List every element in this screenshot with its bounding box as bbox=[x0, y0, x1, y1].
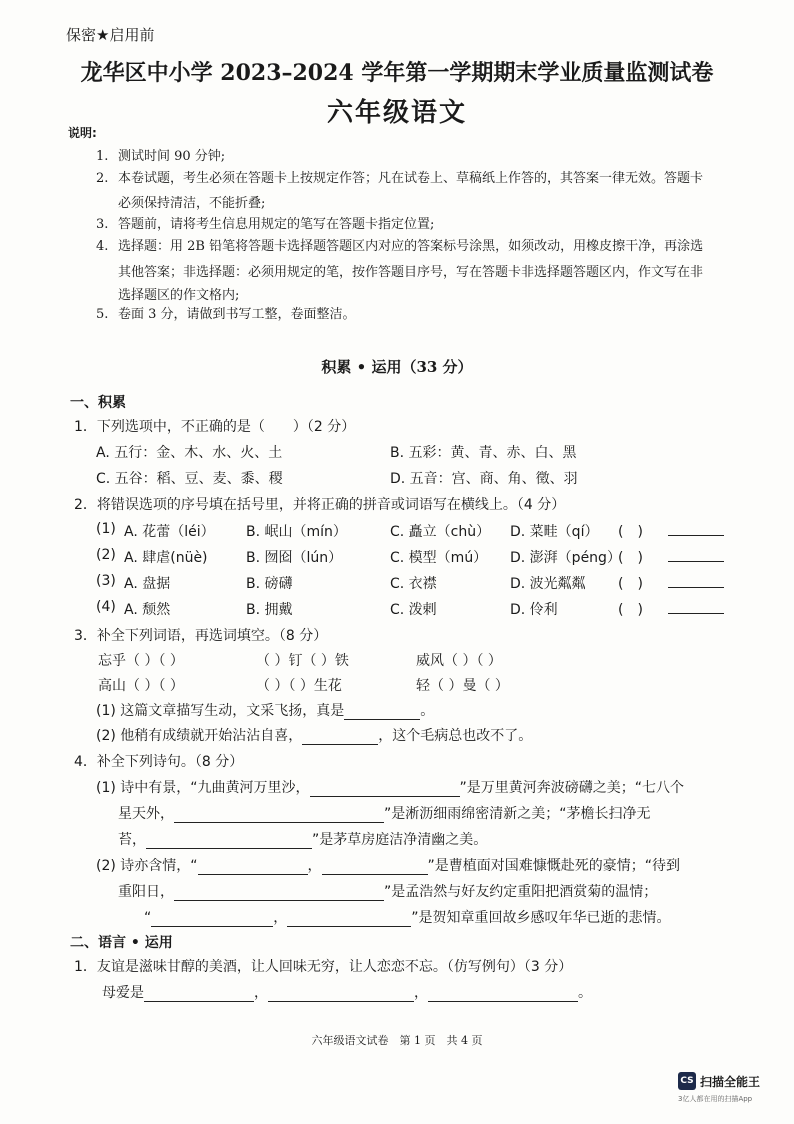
q4-stem: 4．补全下列诗句。（8 分） bbox=[74, 754, 244, 770]
note-4: 4. 选择题：用 2B 铅笔将答题卡选择题答题区内对应的答案标号涂黑，如须改动，用橡皮擦干净，再涂选 bbox=[96, 239, 704, 254]
part1-title: 一、积累 bbox=[70, 395, 126, 411]
q3-fill-2: (2) 他稍有成绩就开始沾沾自喜， ，这个毛病总也改不了。 bbox=[96, 728, 533, 744]
exam-title: 龙华区中小学 2023–2024 学年第一学期期末学业质量监测试卷 bbox=[80, 60, 714, 86]
camscanner-name: 扫描全能王 bbox=[700, 1075, 761, 1089]
q1-option-a: A. 五行：金、木、水、火、土 bbox=[96, 445, 283, 461]
q2-row-4-answer-paren[interactable]: ( ) bbox=[618, 602, 643, 618]
q2-row-3-answer-line[interactable] bbox=[668, 573, 724, 588]
q1-option-b: B. 五彩：黄、青、赤、白、黑 bbox=[390, 445, 577, 461]
q2-row-1-d: D. 菜畦（qí） bbox=[510, 524, 599, 540]
q2-row-2-c: C. 模型（mú） bbox=[390, 550, 488, 566]
confidential-label: 保密★启用前 bbox=[66, 26, 155, 44]
part2-title: 二、语言 • 运用 bbox=[70, 935, 173, 951]
q4-p2-blank-2[interactable] bbox=[322, 860, 428, 875]
q3-stem: 3．补全下列词语，再选词填空。（8 分） bbox=[74, 628, 328, 644]
q2-row-4-b: B. 拥戴 bbox=[246, 602, 293, 618]
note-2-cont: 必须保持清洁，不能折叠; bbox=[118, 196, 266, 211]
note-3: 3. 答题前，请将考生信息用规定的笔写在答题卡指定位置; bbox=[96, 217, 435, 232]
q2-row-3-d: D. 波光粼粼 bbox=[510, 576, 586, 592]
q4-p2-blank-5[interactable] bbox=[287, 912, 411, 927]
q2-row-3-b: B. 磅礴 bbox=[246, 576, 293, 592]
section-title: 积累 • 运用（33 分） bbox=[321, 358, 473, 376]
q3-fill-2-blank[interactable] bbox=[302, 730, 378, 745]
q2-row-4-a: A. 颓然 bbox=[124, 602, 171, 618]
q2-row-4-num: (4) bbox=[96, 599, 116, 615]
q2-row-2-a: A. 肆虐(nüè) bbox=[124, 550, 208, 566]
q4-p1-blank-2[interactable] bbox=[174, 808, 384, 823]
q2-row-4-c: C. 泼剌 bbox=[390, 602, 437, 618]
notes-label: 说明: bbox=[68, 126, 97, 140]
q3-word-5: （ ）（ ）生花 bbox=[256, 678, 342, 694]
q2-row-1-answer-line[interactable] bbox=[668, 521, 724, 536]
q2-stem: 2．将错误选项的序号填在括号里，并将正确的拼音或词语写在横线上。（4 分） bbox=[74, 497, 566, 513]
q2-row-2-d: D. 澎湃（péng） bbox=[510, 550, 621, 566]
note-1: 1. 测试时间 90 分钟; bbox=[96, 149, 226, 164]
q4-part1-line2: 星天外， ”是淅沥细雨绵密清新之美；“茅檐长扫净无 bbox=[118, 806, 651, 822]
q2-row-4-d: D. 伶利 bbox=[510, 602, 558, 618]
q2-row-2-answer-paren[interactable]: ( ) bbox=[618, 550, 643, 566]
page-footer: 六年级语文试卷 第 1 页 共 4 页 bbox=[311, 1034, 483, 1047]
q1-option-d: D. 五音：宫、商、角、徵、羽 bbox=[390, 471, 578, 487]
q4-p1-blank-1[interactable] bbox=[310, 782, 460, 797]
q2-row-1-a: A. 花蕾（léi） bbox=[124, 524, 215, 540]
q4-part2-line3: “ ， ”是贺知章重回故乡感叹年华已逝的悲情。 bbox=[144, 910, 671, 926]
q5-stem: 1．友谊是滋味甘醇的美酒，让人回味无穷，让人恋恋不忘。（仿写例句）（3 分） bbox=[74, 959, 573, 975]
q2-row-3-c: C. 衣襟 bbox=[390, 576, 437, 592]
q4-p2-blank-3[interactable] bbox=[174, 886, 384, 901]
q2-row-1-c: C. 矗立（chù） bbox=[390, 524, 491, 540]
q2-row-4-answer-line[interactable] bbox=[668, 599, 724, 614]
note-4-cont-1: 其他答案；非选择题：必须用规定的笔，按作答题目序号，写在答题卡非选择题答题区内，作文写在非 bbox=[118, 265, 704, 280]
q2-row-2-answer-line[interactable] bbox=[668, 547, 724, 562]
q2-row-3-answer-paren[interactable]: ( ) bbox=[618, 576, 643, 592]
note-4-cont-2: 选择题区的作文格内; bbox=[118, 288, 240, 303]
q5-answer-line: 母爱是 ， ， 。 bbox=[102, 985, 592, 1001]
q2-row-2-num: (2) bbox=[96, 547, 116, 563]
q3-fill-1: (1) 这篇文章描写生动，文采飞扬，真是 。 bbox=[96, 703, 435, 719]
q2-row-1-num: (1) bbox=[96, 521, 116, 537]
q1-stem: 1．下列选项中，不正确的是（ ）（2 分） bbox=[74, 419, 356, 435]
subject-title: 六年级语文 bbox=[326, 98, 467, 128]
camscanner-logo-icon: CS bbox=[678, 1072, 696, 1090]
q2-row-3-num: (3) bbox=[96, 573, 116, 589]
q4-p1-blank-3[interactable] bbox=[146, 834, 312, 849]
q5-blank-2[interactable] bbox=[268, 987, 414, 1002]
q4-p2-blank-1[interactable] bbox=[198, 860, 308, 875]
q3-word-1: 忘乎（ ）（ ） bbox=[98, 653, 184, 669]
q4-part2-line1: (2) 诗亦含情，“ ， ”是曹植面对国难慷慨赴死的豪情；“待到 bbox=[96, 858, 681, 874]
q1-option-c: C. 五谷：稻、豆、麦、黍、稷 bbox=[96, 471, 283, 487]
q3-word-2: （ ）钉（ ）铁 bbox=[256, 653, 349, 669]
q4-p2-blank-4[interactable] bbox=[151, 912, 273, 927]
note-5: 5. 卷面 3 分，请做到书写工整，卷面整洁。 bbox=[96, 307, 356, 322]
camscanner-tagline: 3亿人都在用的扫描App bbox=[678, 1095, 753, 1103]
q2-row-1-answer-paren[interactable]: ( ) bbox=[618, 524, 643, 540]
q3-fill-1-blank[interactable] bbox=[344, 705, 420, 720]
q4-part2-line2: 重阳日， ”是孟浩然与好友约定重阳把酒赏菊的温情； bbox=[118, 884, 658, 900]
q3-word-4: 高山（ ）（ ） bbox=[98, 678, 184, 694]
q2-row-3-a: A. 盘据 bbox=[124, 576, 171, 592]
q2-row-1-b: B. 岷山（mín） bbox=[246, 524, 347, 540]
q4-part1-line1: (1) 诗中有景，“九曲黄河万里沙， ”是万里黄河奔波磅礴之美；“七八个 bbox=[96, 780, 685, 796]
q5-blank-1[interactable] bbox=[144, 987, 254, 1002]
q3-word-6: 轻（ ）曼（ ） bbox=[416, 678, 509, 694]
q2-row-2-b: B. 囫囵（lún） bbox=[246, 550, 343, 566]
q4-part1-line3: 苔， ”是茅草房庭洁净清幽之美。 bbox=[118, 832, 488, 848]
q3-word-3: 威风（ ）（ ） bbox=[416, 653, 502, 669]
note-2: 2. 本卷试题，考生必须在答题卡上按规定作答；凡在试卷上、草稿纸上作答的，其答案一律无效。答题卡 bbox=[96, 171, 704, 186]
q5-blank-3[interactable] bbox=[428, 987, 578, 1002]
